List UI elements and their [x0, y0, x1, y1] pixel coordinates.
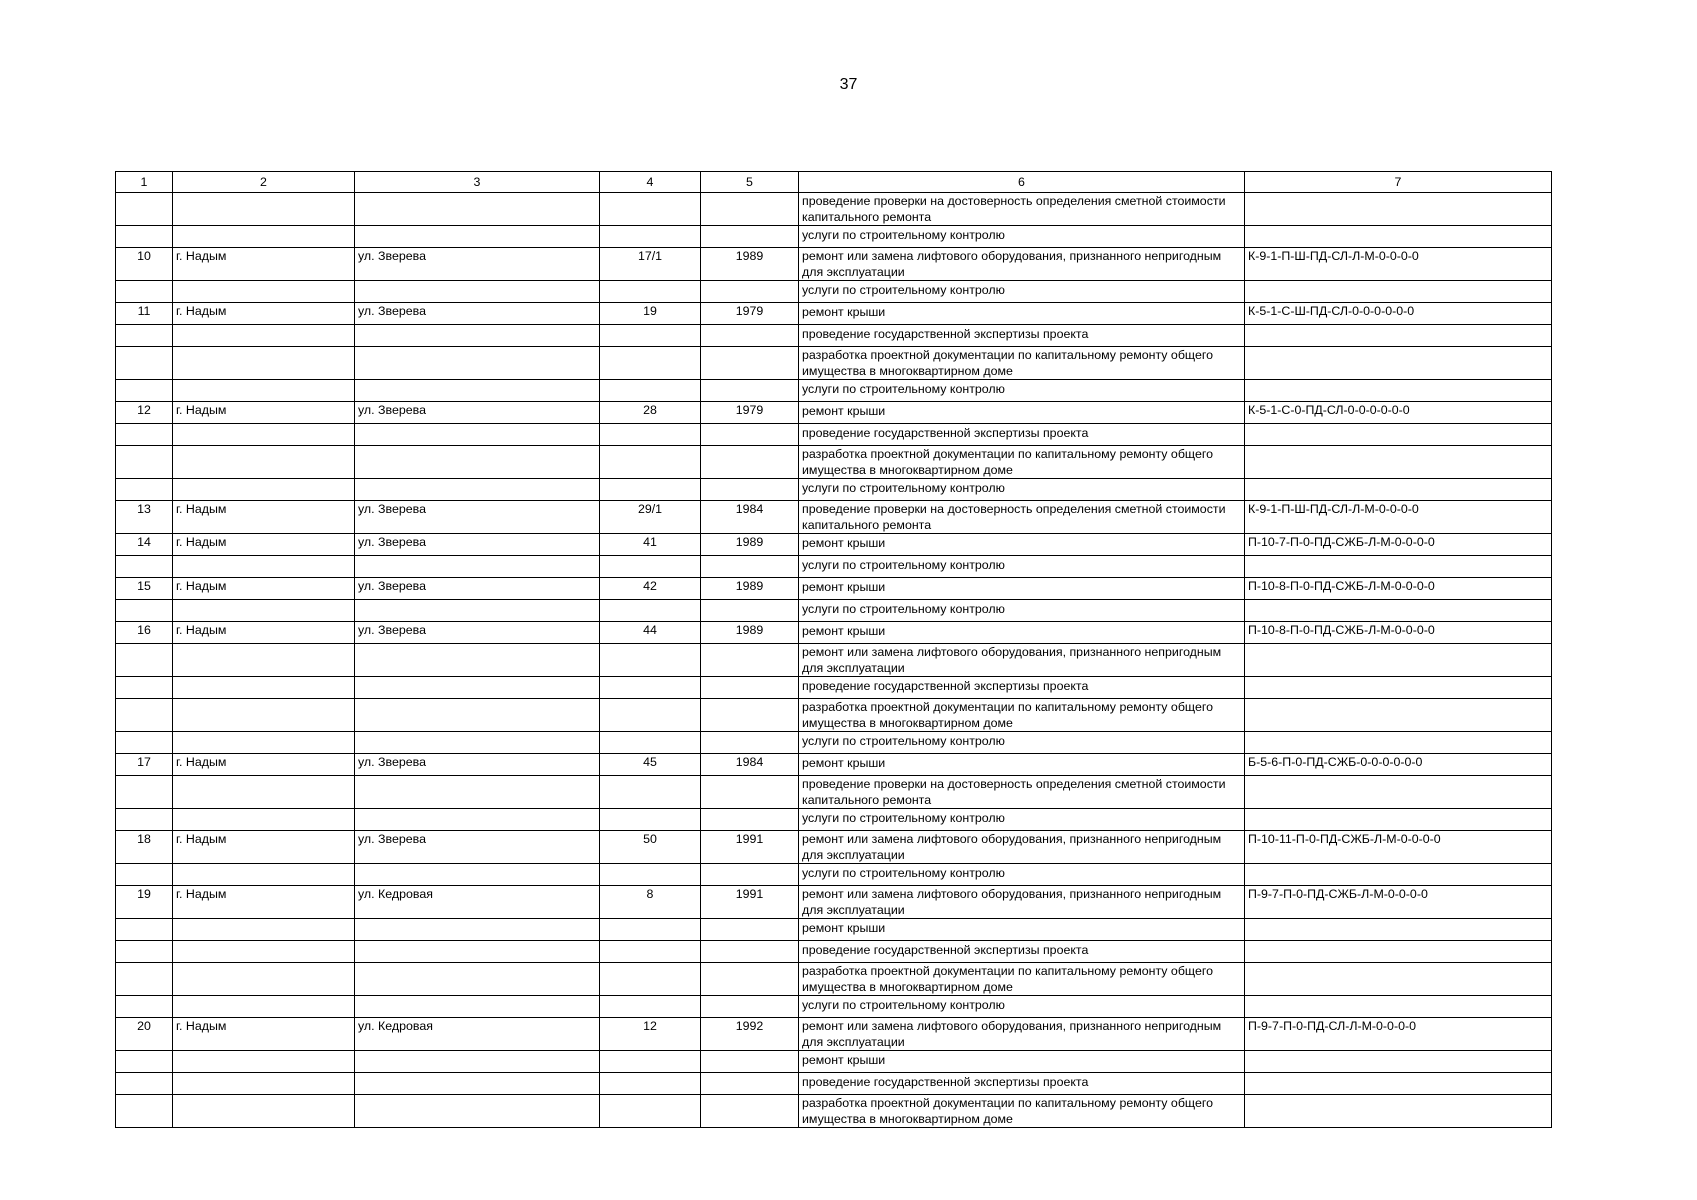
table-row: [116, 919, 1552, 941]
table-row: [116, 380, 1552, 402]
house-number-cell: [600, 600, 701, 622]
house-number-cell: [600, 1095, 701, 1128]
street-cell: ул. Зверева: [355, 831, 600, 864]
street-cell: [355, 1095, 600, 1128]
year-built-cell: [701, 446, 799, 479]
house-number-cell: [600, 1051, 701, 1073]
building-code-cell: К-9-1-П-Ш-ПД-СЛ-Л-М-0-0-0-0: [1245, 501, 1552, 534]
building-code-cell: П-10-7-П-0-ПД-СЖБ-Л-М-0-0-0-0: [1245, 534, 1552, 556]
building-code-cell: [1245, 919, 1552, 941]
house-number-cell: [600, 732, 701, 754]
year-built-cell: [701, 732, 799, 754]
street-cell: [355, 963, 600, 996]
table-row: [116, 644, 1552, 677]
work-type-cell: услуги по строительному контролю: [799, 226, 1245, 248]
table-row: [116, 600, 1552, 622]
street-cell: [355, 941, 600, 963]
row-number-cell: [116, 325, 173, 347]
house-number-cell: 44: [600, 622, 701, 644]
building-code-cell: [1245, 226, 1552, 248]
building-code-cell: П-9-7-П-0-ПД-СЖБ-Л-М-0-0-0-0: [1245, 886, 1552, 919]
year-built-cell: [701, 226, 799, 248]
house-number-cell: [600, 644, 701, 677]
work-type-cell: проведение проверки на достоверность определения сметной стоимости капитального ремонта: [799, 501, 1245, 534]
work-type-cell: услуги по строительному контролю: [799, 380, 1245, 402]
column-header-6: 6: [799, 172, 1245, 193]
year-built-cell: [701, 325, 799, 347]
building-code-cell: [1245, 941, 1552, 963]
street-cell: ул. Зверева: [355, 248, 600, 281]
column-header-5: 5: [701, 172, 799, 193]
street-cell: [355, 809, 600, 831]
row-number-cell: 10: [116, 248, 173, 281]
city-cell: [173, 325, 355, 347]
street-cell: ул. Зверева: [355, 534, 600, 556]
table-row: [116, 193, 1552, 226]
year-built-cell: [701, 600, 799, 622]
street-cell: [355, 446, 600, 479]
building-code-cell: [1245, 699, 1552, 732]
street-cell: [355, 556, 600, 578]
city-cell: [173, 644, 355, 677]
city-cell: [173, 347, 355, 380]
building-code-cell: [1245, 809, 1552, 831]
city-cell: г. Надым: [173, 578, 355, 600]
house-number-cell: [600, 226, 701, 248]
row-number-cell: [116, 347, 173, 380]
building-code-cell: Б-5-6-П-0-ПД-СЖБ-0-0-0-0-0-0: [1245, 754, 1552, 776]
city-cell: [173, 226, 355, 248]
street-cell: ул. Кедровая: [355, 886, 600, 919]
work-type-cell: услуги по строительному контролю: [799, 556, 1245, 578]
work-type-cell: услуги по строительному контролю: [799, 809, 1245, 831]
work-type-cell: услуги по строительному контролю: [799, 732, 1245, 754]
street-cell: ул. Зверева: [355, 578, 600, 600]
street-cell: ул. Зверева: [355, 402, 600, 424]
building-code-cell: [1245, 1073, 1552, 1095]
row-number-cell: [116, 963, 173, 996]
house-number-cell: [600, 864, 701, 886]
row-number-cell: [116, 644, 173, 677]
house-number-cell: 29/1: [600, 501, 701, 534]
table-row: [116, 732, 1552, 754]
city-cell: [173, 281, 355, 303]
year-built-cell: 1984: [701, 501, 799, 534]
column-header-3: 3: [355, 172, 600, 193]
city-cell: [173, 1073, 355, 1095]
column-header-4: 4: [600, 172, 701, 193]
street-cell: [355, 1051, 600, 1073]
street-cell: [355, 325, 600, 347]
work-type-cell: услуги по строительному контролю: [799, 281, 1245, 303]
city-cell: [173, 963, 355, 996]
house-number-cell: [600, 424, 701, 446]
table-row: [116, 248, 1552, 281]
year-built-cell: [701, 776, 799, 809]
street-cell: [355, 732, 600, 754]
row-number-cell: [116, 1073, 173, 1095]
year-built-cell: [701, 941, 799, 963]
page-number: 37: [839, 76, 858, 93]
row-number-cell: 16: [116, 622, 173, 644]
city-cell: [173, 732, 355, 754]
year-built-cell: [701, 347, 799, 380]
work-type-cell: ремонт крыши: [799, 402, 1245, 424]
work-type-cell: разработка проектной документации по капитальному ремонту общего имущества в многоквартирном доме: [799, 347, 1245, 380]
city-cell: [173, 996, 355, 1018]
house-number-cell: 8: [600, 886, 701, 919]
city-cell: [173, 193, 355, 226]
row-number-cell: [116, 776, 173, 809]
house-number-cell: [600, 941, 701, 963]
table-row: [116, 996, 1552, 1018]
year-built-cell: [701, 380, 799, 402]
row-number-cell: [116, 479, 173, 501]
year-built-cell: 1984: [701, 754, 799, 776]
table-row: [116, 424, 1552, 446]
house-number-cell: 42: [600, 578, 701, 600]
street-cell: [355, 380, 600, 402]
building-code-cell: [1245, 1095, 1552, 1128]
city-cell: [173, 809, 355, 831]
building-code-cell: [1245, 193, 1552, 226]
street-cell: [355, 347, 600, 380]
house-number-cell: 28: [600, 402, 701, 424]
table-row: [116, 347, 1552, 380]
table-row: [116, 325, 1552, 347]
year-built-cell: [701, 677, 799, 699]
house-number-cell: [600, 776, 701, 809]
building-code-cell: [1245, 281, 1552, 303]
year-built-cell: 1989: [701, 622, 799, 644]
row-number-cell: 19: [116, 886, 173, 919]
table-row: [116, 1073, 1552, 1095]
table-header-row: [116, 172, 1552, 193]
house-number-cell: [600, 677, 701, 699]
house-number-cell: 41: [600, 534, 701, 556]
table-row: [116, 479, 1552, 501]
building-code-cell: [1245, 325, 1552, 347]
row-number-cell: [116, 281, 173, 303]
street-cell: ул. Зверева: [355, 754, 600, 776]
year-built-cell: [701, 1051, 799, 1073]
house-number-cell: 17/1: [600, 248, 701, 281]
house-number-cell: [600, 919, 701, 941]
building-code-cell: П-10-11-П-0-ПД-СЖБ-Л-М-0-0-0-0: [1245, 831, 1552, 864]
city-cell: г. Надым: [173, 622, 355, 644]
work-type-cell: разработка проектной документации по капитальному ремонту общего имущества в многоквартирном доме: [799, 1095, 1245, 1128]
year-built-cell: [701, 963, 799, 996]
row-number-cell: [116, 809, 173, 831]
building-code-cell: П-10-8-П-0-ПД-СЖБ-Л-М-0-0-0-0: [1245, 622, 1552, 644]
year-built-cell: [701, 864, 799, 886]
row-number-cell: 17: [116, 754, 173, 776]
city-cell: [173, 1095, 355, 1128]
street-cell: [355, 424, 600, 446]
work-type-cell: ремонт крыши: [799, 578, 1245, 600]
house-number-cell: [600, 963, 701, 996]
table-row: [116, 303, 1552, 325]
house-number-cell: 19: [600, 303, 701, 325]
city-cell: г. Надым: [173, 534, 355, 556]
work-type-cell: услуги по строительному контролю: [799, 864, 1245, 886]
work-type-cell: ремонт или замена лифтового оборудования, признанного непригодным для эксплуатации: [799, 248, 1245, 281]
row-number-cell: 12: [116, 402, 173, 424]
work-type-cell: услуги по строительному контролю: [799, 600, 1245, 622]
city-cell: г. Надым: [173, 501, 355, 534]
city-cell: [173, 919, 355, 941]
work-type-cell: проведение государственной экспертизы проекта: [799, 941, 1245, 963]
building-code-cell: П-10-8-П-0-ПД-СЖБ-Л-М-0-0-0-0: [1245, 578, 1552, 600]
year-built-cell: [701, 1095, 799, 1128]
house-number-cell: [600, 1073, 701, 1095]
column-header-7: 7: [1245, 172, 1552, 193]
table-row: [116, 941, 1552, 963]
year-built-cell: [701, 644, 799, 677]
row-number-cell: [116, 864, 173, 886]
city-cell: [173, 600, 355, 622]
table-row: [116, 831, 1552, 864]
city-cell: [173, 424, 355, 446]
street-cell: ул. Зверева: [355, 501, 600, 534]
table-row: [116, 754, 1552, 776]
house-number-cell: [600, 193, 701, 226]
work-type-cell: проведение государственной экспертизы проекта: [799, 325, 1245, 347]
work-type-cell: ремонт или замена лифтового оборудования, признанного непригодным для эксплуатации: [799, 644, 1245, 677]
house-number-cell: [600, 556, 701, 578]
table-row: [116, 809, 1552, 831]
work-type-cell: ремонт крыши: [799, 919, 1245, 941]
row-number-cell: 15: [116, 578, 173, 600]
street-cell: ул. Кедровая: [355, 1018, 600, 1051]
row-number-cell: [116, 1051, 173, 1073]
building-code-cell: [1245, 776, 1552, 809]
work-type-cell: ремонт или замена лифтового оборудования, признанного непригодным для эксплуатации: [799, 886, 1245, 919]
year-built-cell: 1989: [701, 534, 799, 556]
table-row: [116, 534, 1552, 556]
work-type-cell: ремонт или замена лифтового оборудования, признанного непригодным для эксплуатации: [799, 1018, 1245, 1051]
building-code-cell: [1245, 963, 1552, 996]
building-code-cell: [1245, 424, 1552, 446]
row-number-cell: [116, 193, 173, 226]
building-code-cell: [1245, 446, 1552, 479]
building-code-cell: [1245, 677, 1552, 699]
house-number-cell: [600, 699, 701, 732]
table-row: [116, 578, 1552, 600]
year-built-cell: 1989: [701, 578, 799, 600]
work-type-cell: ремонт крыши: [799, 754, 1245, 776]
row-number-cell: [116, 1095, 173, 1128]
row-number-cell: [116, 446, 173, 479]
table-row: [116, 963, 1552, 996]
building-code-cell: [1245, 600, 1552, 622]
year-built-cell: 1989: [701, 248, 799, 281]
year-built-cell: [701, 996, 799, 1018]
building-code-cell: [1245, 347, 1552, 380]
table-row: [116, 402, 1552, 424]
city-cell: г. Надым: [173, 1018, 355, 1051]
table-body: [116, 172, 1552, 1128]
street-cell: [355, 193, 600, 226]
city-cell: [173, 479, 355, 501]
house-number-cell: [600, 479, 701, 501]
work-type-cell: проведение проверки на достоверность определения сметной стоимости капитального ремонта: [799, 776, 1245, 809]
house-number-cell: [600, 809, 701, 831]
year-built-cell: [701, 424, 799, 446]
street-cell: [355, 226, 600, 248]
row-number-cell: [116, 677, 173, 699]
street-cell: [355, 644, 600, 677]
city-cell: г. Надым: [173, 303, 355, 325]
work-type-cell: ремонт крыши: [799, 1051, 1245, 1073]
building-code-cell: К-5-1-С-0-ПД-СЛ-0-0-0-0-0-0: [1245, 402, 1552, 424]
building-code-cell: [1245, 864, 1552, 886]
year-built-cell: 1979: [701, 402, 799, 424]
city-cell: [173, 380, 355, 402]
city-cell: г. Надым: [173, 402, 355, 424]
city-cell: г. Надым: [173, 248, 355, 281]
table-row: [116, 556, 1552, 578]
city-cell: г. Надым: [173, 886, 355, 919]
row-number-cell: [116, 699, 173, 732]
house-number-cell: [600, 996, 701, 1018]
work-type-cell: разработка проектной документации по капитальному ремонту общего имущества в многоквартирном доме: [799, 963, 1245, 996]
work-type-cell: проведение государственной экспертизы проекта: [799, 424, 1245, 446]
house-number-cell: 50: [600, 831, 701, 864]
table-row: [116, 1051, 1552, 1073]
work-type-cell: ремонт крыши: [799, 534, 1245, 556]
street-cell: [355, 919, 600, 941]
year-built-cell: [701, 479, 799, 501]
city-cell: [173, 776, 355, 809]
house-number-cell: [600, 380, 701, 402]
work-type-cell: ремонт крыши: [799, 622, 1245, 644]
row-number-cell: [116, 556, 173, 578]
city-cell: [173, 446, 355, 479]
row-number-cell: 14: [116, 534, 173, 556]
row-number-cell: [116, 600, 173, 622]
table-row: [116, 281, 1552, 303]
city-cell: [173, 1051, 355, 1073]
city-cell: [173, 941, 355, 963]
work-type-cell: услуги по строительному контролю: [799, 996, 1245, 1018]
table-row: [116, 226, 1552, 248]
row-number-cell: [116, 732, 173, 754]
year-built-cell: 1991: [701, 886, 799, 919]
year-built-cell: [701, 556, 799, 578]
building-code-cell: П-9-7-П-0-ПД-СЛ-Л-М-0-0-0-0: [1245, 1018, 1552, 1051]
work-type-cell: разработка проектной документации по капитальному ремонту общего имущества в многоквартирном доме: [799, 699, 1245, 732]
city-cell: г. Надым: [173, 831, 355, 864]
year-built-cell: 1991: [701, 831, 799, 864]
work-type-cell: услуги по строительному контролю: [799, 479, 1245, 501]
column-header-2: 2: [173, 172, 355, 193]
street-cell: [355, 677, 600, 699]
year-built-cell: [701, 193, 799, 226]
work-type-cell: разработка проектной документации по капитальному ремонту общего имущества в многоквартирном доме: [799, 446, 1245, 479]
row-number-cell: 13: [116, 501, 173, 534]
building-code-cell: [1245, 996, 1552, 1018]
city-cell: [173, 699, 355, 732]
house-number-cell: [600, 446, 701, 479]
year-built-cell: [701, 809, 799, 831]
row-number-cell: [116, 424, 173, 446]
building-code-cell: [1245, 556, 1552, 578]
street-cell: [355, 996, 600, 1018]
street-cell: [355, 864, 600, 886]
table-row: [116, 677, 1552, 699]
building-code-cell: К-9-1-П-Ш-ПД-СЛ-Л-М-0-0-0-0: [1245, 248, 1552, 281]
house-number-cell: [600, 281, 701, 303]
table-row: [116, 446, 1552, 479]
work-type-cell: проведение проверки на достоверность определения сметной стоимости капитального ремонта: [799, 193, 1245, 226]
object-table: [115, 171, 1552, 1128]
city-cell: [173, 864, 355, 886]
row-number-cell: [116, 919, 173, 941]
street-cell: [355, 1073, 600, 1095]
building-code-cell: [1245, 1051, 1552, 1073]
year-built-cell: 1979: [701, 303, 799, 325]
year-built-cell: [701, 1073, 799, 1095]
building-code-cell: К-5-1-С-Ш-ПД-СЛ-0-0-0-0-0-0: [1245, 303, 1552, 325]
street-cell: [355, 479, 600, 501]
row-number-cell: [116, 941, 173, 963]
street-cell: [355, 699, 600, 732]
row-number-cell: 20: [116, 1018, 173, 1051]
city-cell: г. Надым: [173, 754, 355, 776]
table-row: [116, 864, 1552, 886]
year-built-cell: [701, 281, 799, 303]
table-row: [116, 886, 1552, 919]
house-number-cell: [600, 347, 701, 380]
work-type-cell: проведение государственной экспертизы проекта: [799, 1073, 1245, 1095]
year-built-cell: [701, 699, 799, 732]
table-row: [116, 622, 1552, 644]
table-row: [116, 1095, 1552, 1128]
year-built-cell: 1992: [701, 1018, 799, 1051]
city-cell: [173, 556, 355, 578]
table-row: [116, 501, 1552, 534]
table-row: [116, 776, 1552, 809]
building-code-cell: [1245, 732, 1552, 754]
building-code-cell: [1245, 380, 1552, 402]
house-number-cell: 12: [600, 1018, 701, 1051]
row-number-cell: 18: [116, 831, 173, 864]
table-row: [116, 1018, 1552, 1051]
street-cell: ул. Зверева: [355, 303, 600, 325]
year-built-cell: [701, 919, 799, 941]
work-type-cell: проведение государственной экспертизы проекта: [799, 677, 1245, 699]
work-type-cell: ремонт крыши: [799, 303, 1245, 325]
building-code-cell: [1245, 644, 1552, 677]
street-cell: [355, 600, 600, 622]
row-number-cell: [116, 380, 173, 402]
city-cell: [173, 677, 355, 699]
house-number-cell: [600, 325, 701, 347]
work-type-cell: ремонт или замена лифтового оборудования, признанного непригодным для эксплуатации: [799, 831, 1245, 864]
street-cell: [355, 776, 600, 809]
house-number-cell: 45: [600, 754, 701, 776]
row-number-cell: [116, 226, 173, 248]
row-number-cell: [116, 996, 173, 1018]
table-row: [116, 699, 1552, 732]
building-code-cell: [1245, 479, 1552, 501]
row-number-cell: 11: [116, 303, 173, 325]
street-cell: [355, 281, 600, 303]
column-header-1: 1: [116, 172, 173, 193]
street-cell: ул. Зверева: [355, 622, 600, 644]
